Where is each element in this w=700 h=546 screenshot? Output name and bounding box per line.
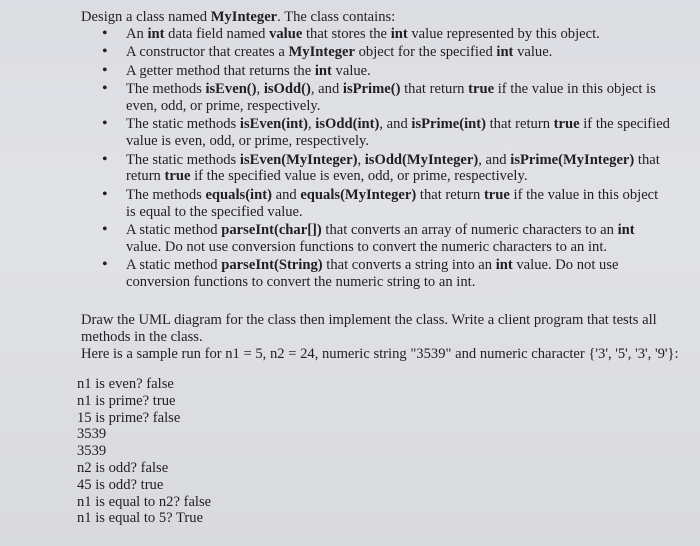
requirement-keyword: isOdd()	[263, 81, 311, 98]
requirement-text: The methods	[126, 186, 206, 203]
requirement-keyword: true	[164, 168, 191, 185]
requirement-text: The static methods	[126, 151, 240, 168]
bullet-icon: •	[102, 220, 108, 238]
requirement-keyword: int	[390, 26, 408, 42]
requirement-keyword: int	[617, 221, 635, 238]
requirement-text: object for the specified	[354, 44, 497, 61]
requirement-item	[0, 187, 690, 221]
requirement-text: data field named	[164, 26, 270, 42]
requirement-keyword: parseInt(char[])	[221, 221, 322, 238]
requirement-item	[0, 222, 690, 256]
requirement-text: A getter method that returns the	[126, 62, 315, 79]
requirement-keyword: int	[314, 62, 332, 79]
requirement-text: value represented by this object.	[407, 26, 600, 42]
requirement-text: if the value in this object is equal to the specified value.	[126, 186, 659, 220]
output-line: 3539	[77, 426, 107, 443]
requirement-keyword: isEven(int)	[239, 116, 308, 133]
bullet-icon: •	[102, 43, 108, 61]
requirement-text: value. Do not use conversion functions to convert the numeric string to an int.	[126, 257, 619, 290]
bullet-icon: •	[102, 25, 108, 42]
requirement-keyword: isEven()	[205, 81, 257, 98]
output-line: n1 is even? false	[77, 376, 174, 392]
requirement-text: that return	[400, 81, 469, 98]
requirement-keyword: isOdd(MyInteger)	[364, 151, 479, 168]
bullet-icon: •	[102, 256, 108, 274]
requirement-item	[0, 44, 690, 61]
requirement-item	[0, 81, 690, 115]
requirement-item	[0, 257, 690, 291]
requirement-text: , and	[478, 151, 511, 168]
requirement-keyword: true	[468, 81, 495, 98]
requirement-text: that return	[485, 116, 554, 133]
requirement-text: and	[271, 186, 301, 203]
requirement-keyword: equals(MyInteger)	[300, 186, 417, 203]
requirement-keyword: int	[147, 26, 165, 42]
requirement-text: The static methods	[126, 116, 240, 133]
bullet-icon: •	[102, 185, 108, 203]
requirement-text: ,	[308, 116, 316, 133]
requirement-text: that converts a string into an	[322, 257, 496, 274]
requirement-item	[0, 152, 690, 186]
sample-run-paragraph: Here is a sample run for n1 = 5, n2 = 24, numeric string "3539" and numeric character {'3', '5', '3', '9'}:	[81, 346, 679, 362]
requirement-text: An	[126, 26, 148, 42]
output-line: n1 is prime? true	[77, 392, 176, 409]
requirement-text: that stores the	[302, 26, 391, 42]
bullet-icon: •	[102, 150, 108, 168]
output-line: 3539	[77, 443, 107, 460]
requirement-text: value.	[513, 44, 553, 61]
requirement-item	[0, 26, 690, 43]
requirement-keyword: MyInteger	[288, 44, 355, 61]
requirements-list	[0, 26, 690, 292]
instructions-paragraph: Draw the UML diagram for the class then implement the class. Write a client program that tests all methods in the class.	[81, 312, 657, 345]
requirement-text: that return	[126, 151, 660, 185]
output-line: n2 is odd? false	[77, 459, 169, 476]
bullet-icon: •	[102, 80, 108, 98]
intro-suffix: . The class contains:	[277, 9, 396, 25]
output-line: 15 is prime? false	[77, 409, 181, 426]
requirement-text: ,	[357, 151, 365, 168]
requirement-text: A constructor that creates a	[126, 44, 289, 61]
requirement-keyword: value	[269, 26, 303, 42]
output-line: 45 is odd? true	[77, 476, 164, 493]
class-name: MyInteger	[210, 9, 278, 25]
requirement-text: value.	[331, 62, 371, 79]
output-line: n1 is equal to 5? True	[77, 510, 204, 527]
requirement-keyword: isPrime(MyInteger)	[510, 151, 635, 168]
bullet-icon: •	[102, 115, 108, 133]
requirement-text: value. Do not use conversion functions to convert the numeric characters to an int.	[126, 238, 608, 255]
requirement-keyword: true	[483, 186, 510, 203]
requirement-keyword: parseInt(String)	[221, 257, 323, 274]
requirement-keyword: true	[553, 116, 580, 133]
requirement-keyword: equals(int)	[205, 186, 272, 203]
intro-line	[81, 9, 395, 26]
output-line: n1 is equal to n2? false	[77, 493, 212, 510]
bullet-icon: •	[102, 61, 108, 79]
requirement-keyword: int	[495, 257, 513, 274]
requirement-text: that converts an array of numeric characters to an	[321, 221, 618, 238]
requirement-keyword: isPrime(int)	[411, 116, 486, 133]
requirement-keyword: isPrime()	[342, 81, 401, 98]
requirement-text: A static method	[126, 257, 222, 274]
requirement-text: if the specified value is even, odd, or prime, respectively.	[190, 168, 528, 185]
intro-prefix: Design a class named	[81, 9, 211, 25]
requirement-keyword: int	[496, 44, 514, 61]
requirement-text: if the value in this object is even, odd, or prime, respectively.	[126, 81, 656, 114]
sample-output	[77, 376, 211, 527]
requirement-item	[0, 63, 690, 80]
requirement-text: , and	[310, 81, 343, 98]
requirement-keyword: isEven(MyInteger)	[239, 151, 358, 168]
requirement-text: that return	[416, 186, 484, 203]
requirement-text: , and	[379, 116, 412, 133]
requirement-text: A static method	[126, 221, 222, 238]
requirement-item	[0, 116, 690, 150]
requirement-text: The methods	[126, 81, 206, 98]
requirement-text: if the specified value is even, odd, or prime, respectively.	[126, 116, 670, 150]
requirement-text: ,	[256, 81, 264, 98]
requirement-keyword: isOdd(int)	[315, 116, 380, 133]
